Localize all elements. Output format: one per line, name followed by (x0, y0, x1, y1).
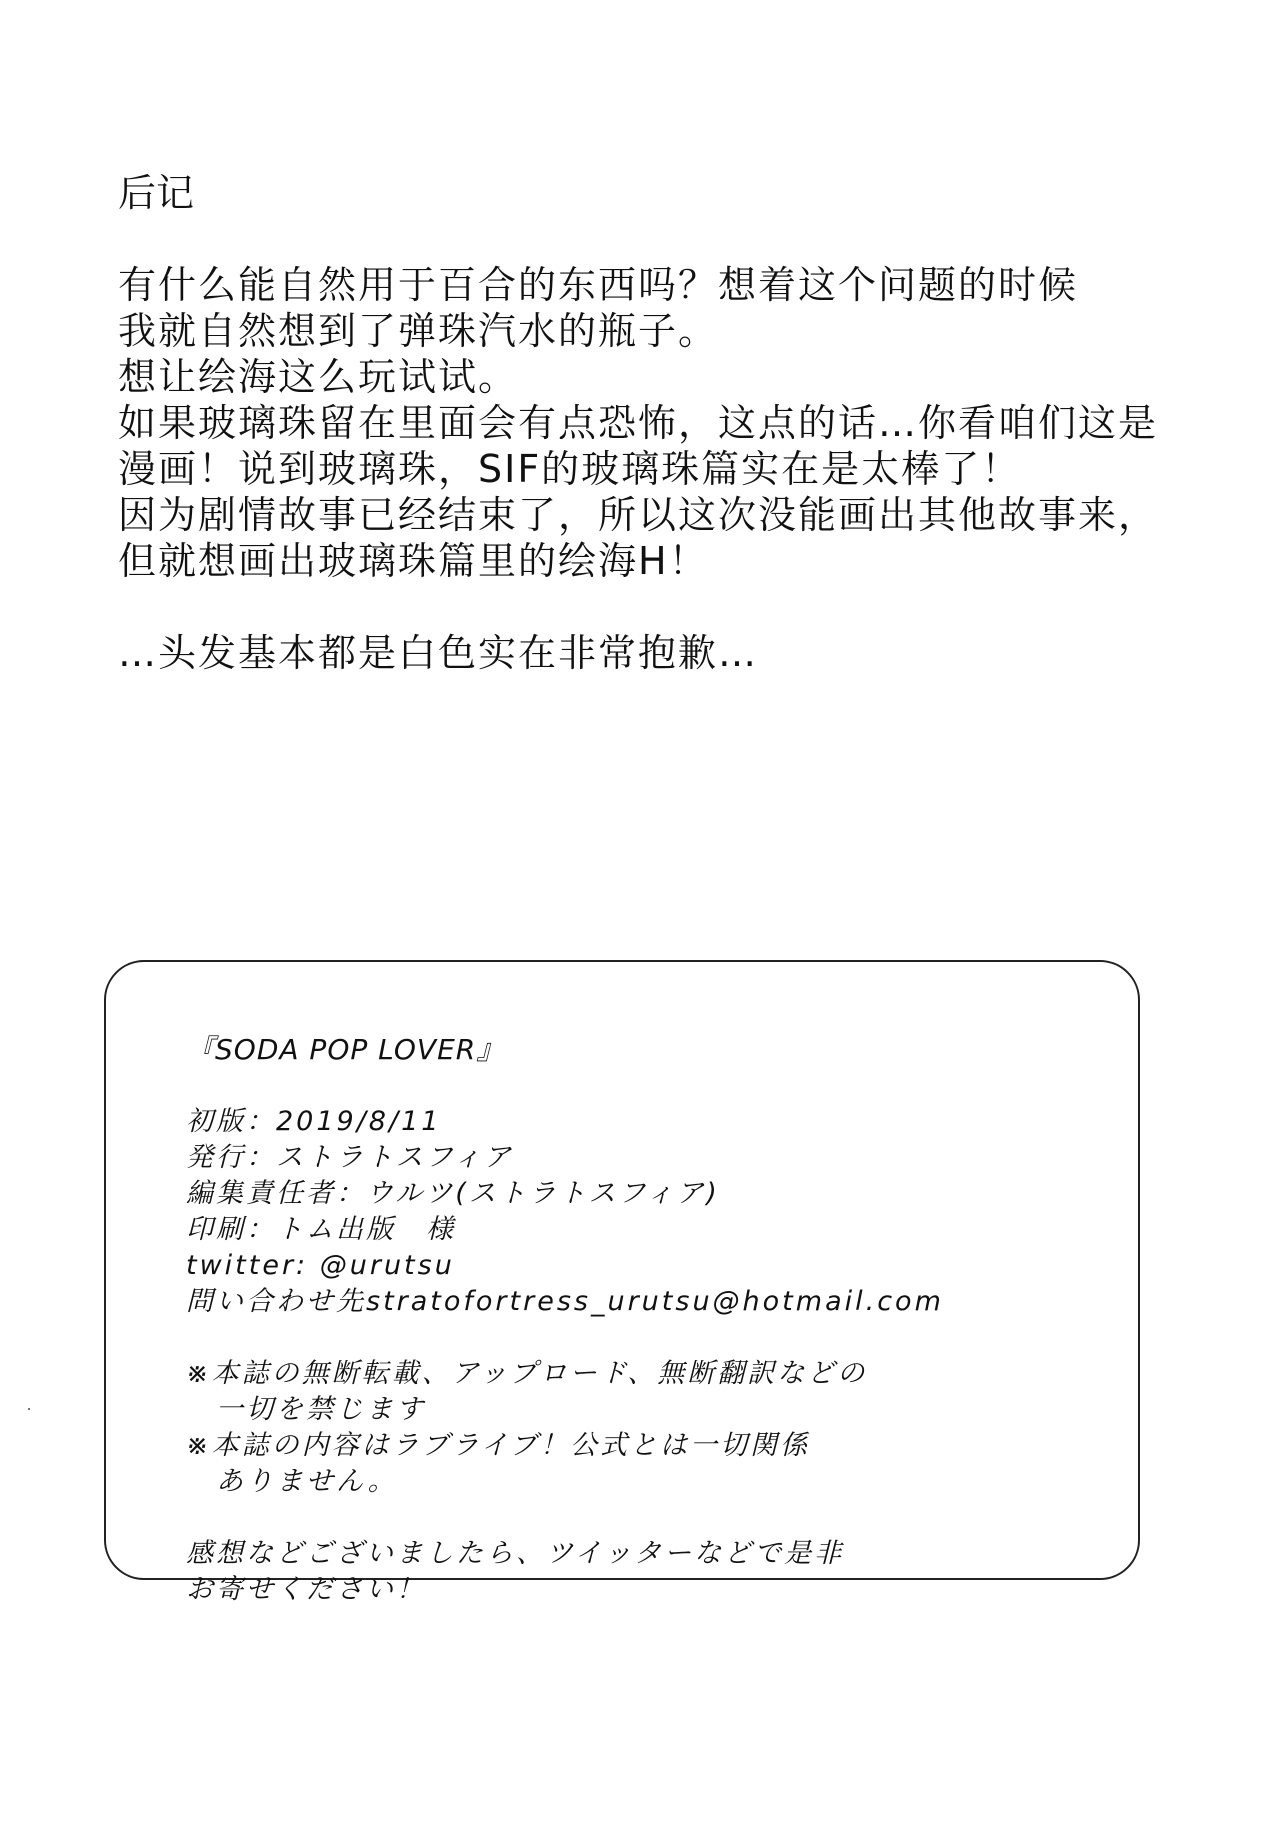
afterword-section (118, 170, 1178, 676)
twitter-handle: twitter: @urutsu (186, 1250, 455, 1281)
afterword-paragraph-main (118, 262, 1178, 584)
printer: 印刷：トム出版 様 (186, 1214, 456, 1245)
afterword-line: 我就自然想到了弹珠汽水的瓶子。 (118, 309, 719, 353)
colophon-content (186, 1032, 1086, 1608)
feedback-line: 感想などございましたら、ツイッターなどで是非 (186, 1538, 845, 1569)
afterword-line: 想让绘海这么玩试试。 (118, 355, 519, 399)
afterword-heading: 后记 (118, 171, 195, 215)
colophon-info (186, 1104, 1086, 1320)
colophon-title: 『SODA POP LOVER』 (186, 1033, 506, 1066)
afterword-line: 有什么能自然用于百合的东西吗？想着这个问题的时候 (118, 263, 1079, 307)
publisher: 発行：ストラトスフィア (186, 1142, 514, 1173)
notice-unofficial: ※本誌の内容はラブライブ！公式とは一切関係 (186, 1430, 811, 1461)
scan-speck (28, 1408, 30, 1410)
afterword-line: 因为剧情故事已经结束了，所以这次没能画出其他故事来， (118, 493, 1159, 537)
afterword-paragraph-apology: …头发基本都是白色实在非常抱歉… (118, 631, 759, 675)
colophon-box (104, 960, 1140, 1605)
notice-reproduction-cont: 一切を禁じます (216, 1394, 426, 1425)
notice-unofficial-cont: ありません。 (216, 1466, 398, 1497)
first-edition-date: 初版：2019/8/11 (186, 1106, 442, 1137)
afterword-line: 如果玻璃珠留在里面会有点恐怖，这点的话…你看咱们这是 (118, 401, 1159, 445)
notice-reproduction: ※本誌の無断転載、アップロード、無断翻訳などの (186, 1358, 868, 1389)
feedback-line: お寄せください！ (186, 1574, 426, 1605)
afterword-line: 但就想画出玻璃珠篇里的绘海H！ (118, 539, 709, 583)
colophon-notices (186, 1356, 1086, 1500)
afterword-line: 漫画！说到玻璃珠，SIF的玻璃珠篇实在是太棒了！ (118, 447, 1022, 491)
editor-in-charge: 編集責任者：ウルツ(ストラトスフィア) (186, 1178, 720, 1209)
colophon-feedback (186, 1536, 1086, 1608)
contact-email: 問い合わせ先stratofortress_urutsu@hotmail.com (186, 1286, 944, 1317)
